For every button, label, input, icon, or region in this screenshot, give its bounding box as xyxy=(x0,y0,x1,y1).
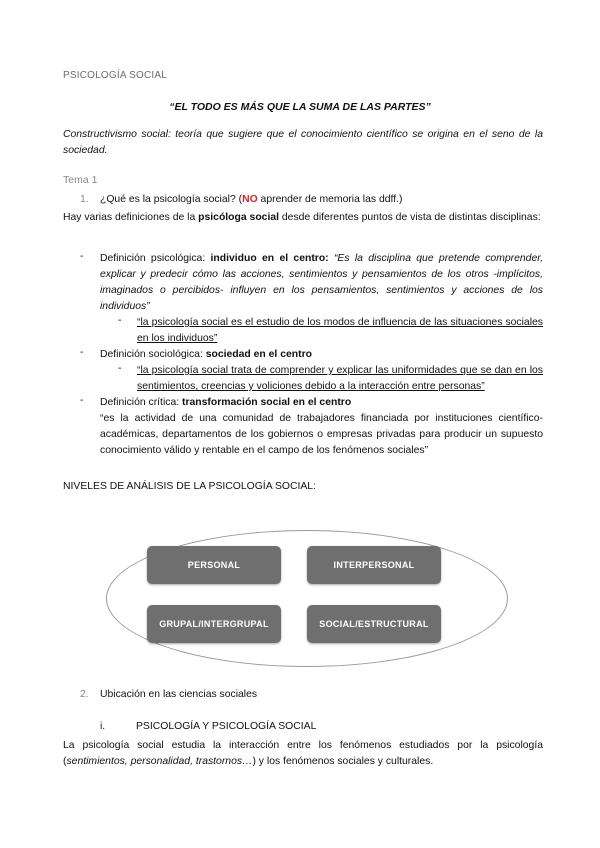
paragraph-text: Hay varias definiciones de la xyxy=(63,212,199,223)
final-paragraph xyxy=(63,738,543,770)
level-group: GRUPAL/INTERGRUPAL xyxy=(147,605,281,643)
paragraph-italic: sentimientos, personalidad, trastornos… xyxy=(66,756,253,767)
question-2-text: Ubicación en las ciencias sociales xyxy=(100,689,258,700)
sub-bullet-dash: - xyxy=(118,363,122,374)
definition-critical xyxy=(100,395,543,411)
definition-label: Definición sociológica: xyxy=(100,349,206,360)
definition-sociological xyxy=(100,347,543,363)
sub-bullet-dash: - xyxy=(118,315,122,326)
bullet-dash: - xyxy=(80,347,84,358)
definition-critical-quote: “es la actividad de una comunidad de trabajadores financiada por instituciones científico-académicas, departamentos de los gobiernos o empresas privadas para producir un supuesto conocimiento válido y rentable en el campo de los fenómenos sociales” xyxy=(100,413,543,456)
page-header: PSICOLOGÍA SOCIAL xyxy=(63,70,167,81)
level-interpersonal: INTERPERSONAL xyxy=(307,546,441,584)
bullet-dash: - xyxy=(80,395,84,406)
definition-sociological-sub: “la psicología social trata de comprender y explicar las uniformidades que se dan en los sentimientos, creencias y voliciones debido a la interacción entre personas” xyxy=(137,365,543,392)
definition-focus: sociedad en el centro xyxy=(205,349,312,360)
definitions-intro-paragraph xyxy=(63,210,543,226)
definition-psychological xyxy=(100,251,543,315)
question-1-number: 1. xyxy=(80,194,89,205)
definition-psychological-sub: “la psicología social es el estudio de los modos de influencia de las situaciones sociales en los individuos” xyxy=(137,317,543,344)
definition-label: Definición crítica: xyxy=(100,397,182,408)
question-1 xyxy=(80,194,402,205)
paragraph-text: La psicología social estudia la interacción entre los fenómenos estudiados por la psicología ( xyxy=(63,740,543,767)
definition-focus: transformación social en el centro xyxy=(182,397,352,408)
question-1-text: ¿Qué es la psicología social? ( xyxy=(100,194,243,205)
question-1-highlight: NO xyxy=(242,194,258,205)
document-title: “EL TODO ES MÁS QUE LA SUMA DE LAS PARTES” xyxy=(169,101,431,113)
intro-paragraph: Constructivismo social: teoría que sugiere que el conocimiento científico se origina en el seno de la sociedad. xyxy=(63,129,543,156)
question-1-text-after: aprender de memoria las ddff.) xyxy=(257,194,403,205)
paragraph-text-after: ) y los fenómenos sociales y culturales. xyxy=(252,756,434,767)
level-social-structural: SOCIAL/ESTRUCTURAL xyxy=(307,605,441,643)
definition-focus: individuo en el centro: xyxy=(210,253,329,264)
levels-heading: NIVELES DE ANÁLISIS DE LA PSICOLOGÍA SOCIAL: xyxy=(63,481,316,492)
question-2-number: 2. xyxy=(80,689,89,700)
bullet-dash: - xyxy=(80,251,84,262)
topic-heading: Tema 1 xyxy=(63,174,98,186)
definition-label: Definición psicológica: xyxy=(100,253,211,264)
definition-quote: “Es la disciplina que pretende comprender, explicar y predecir cómo las acciones, sentimientos y pensamientos de los otros -implícitos, imaginados o percibidos- influyen en los pensamientos, sentimientos y acciones de los individuos” xyxy=(100,253,543,312)
paragraph-text-after: desde diferentes puntos de vista de distintas disciplinas: xyxy=(279,212,541,223)
section-i-heading xyxy=(100,721,316,732)
section-i-text: PSICOLOGÍA Y PSICOLOGÍA SOCIAL xyxy=(136,721,317,732)
question-2 xyxy=(80,689,257,700)
section-i-number: i. xyxy=(100,721,106,732)
level-personal: PERSONAL xyxy=(147,546,281,584)
paragraph-bold: psicóloga social xyxy=(198,212,279,223)
